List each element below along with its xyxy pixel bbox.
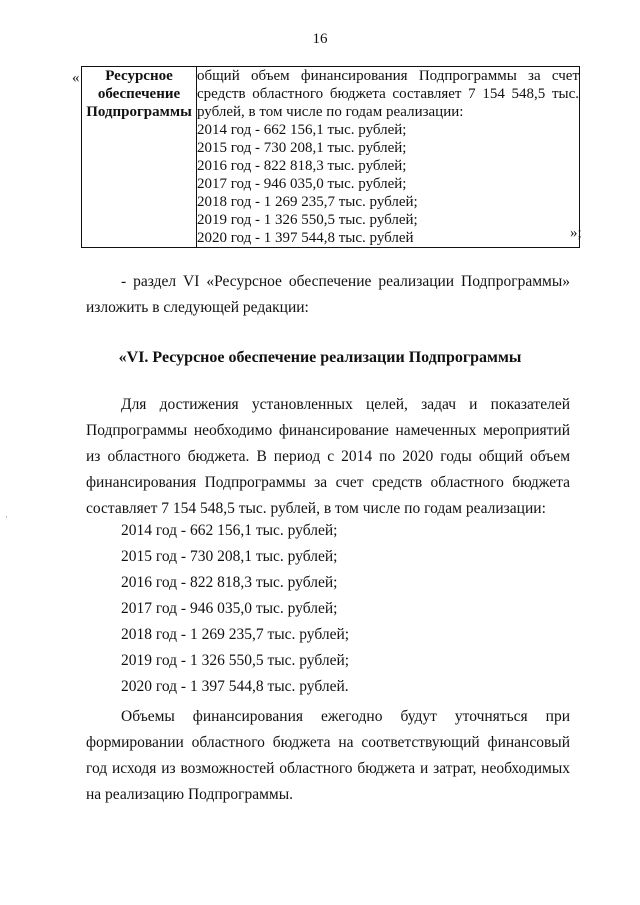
year-line: 2019 год - 1 326 550,5 тыс. рублей;: [121, 652, 350, 669]
funding-paragraph: Для достижения установленных целей, задач и показателей Подпрограммы необходимо финансирование намеченных мероприятий из областного бюджета. В период с 2014 по 2020 годы общий объем финансирования Подпрограммы за счет средств областного бюджета составляет 7 154 548,5 тыс. рублей, в том числе по годам реализации:: [86, 396, 570, 517]
head-line: Подпрограммы: [86, 104, 192, 120]
table-year-line: 2019 год - 1 326 550,5 тыс. рублей;: [197, 212, 418, 228]
table-year-line: 2014 год - 662 156,1 тыс. рублей;: [197, 122, 407, 138]
year-line: 2018 год - 1 269 235,7 тыс. рублей;: [121, 626, 350, 643]
table-year-line: 2015 год - 730 208,1 тыс. рублей;: [197, 140, 407, 156]
table-open-quote: «: [72, 70, 80, 86]
resource-table: [81, 66, 580, 248]
table-close-quote: »;: [570, 225, 582, 241]
closing-paragraph: Объемы финансирования ежегодно будут уточняться при формировании областного бюджета на соответствующий финансовый год исходя из возможностей областного бюджета и затрат, необходимых на реализацию Подпрограммы.: [86, 708, 570, 803]
table-year-line: 2016 год - 822 818,3 тыс. рублей;: [197, 158, 407, 174]
head-line: Ресурсное: [105, 68, 173, 84]
page-number: 16: [312, 31, 328, 47]
table-head-cell: [82, 67, 197, 248]
margin-mark: ·: [5, 512, 8, 522]
section-heading: «VI. Ресурсное обеспечение реализации Подпрограммы: [118, 349, 522, 366]
year-line: 2016 год - 822 818,3 тыс. рублей;: [121, 574, 338, 591]
table-year-line: 2017 год - 946 035,0 тыс. рублей;: [197, 176, 407, 192]
year-line: 2014 год - 662 156,1 тыс. рублей;: [121, 522, 338, 539]
year-line: 2020 год - 1 397 544,8 тыс. рублей.: [121, 678, 349, 695]
year-line: 2015 год - 730 208,1 тыс. рублей;: [121, 548, 338, 565]
table-body-cell: [197, 67, 580, 248]
table-year-line: 2018 год - 1 269 235,7 тыс. рублей;: [197, 194, 418, 210]
year-line: 2017 год - 946 035,0 тыс. рублей;: [121, 600, 338, 617]
table-row: [82, 67, 580, 248]
table-intro-text: общий объем финансирования Подпрограммы за счет средств областного бюджета составляет 7 154 548,5 тыс. рублей, в том числе по годам реализации:: [197, 68, 579, 120]
instruction-paragraph: - раздел VI «Ресурсное обеспечение реализации Подпрограммы» изложить в следующей редакции:: [86, 273, 570, 316]
table-year-line: 2020 год - 1 397 544,8 тыс. рублей: [197, 230, 414, 246]
head-line: обеспечение: [97, 86, 181, 102]
